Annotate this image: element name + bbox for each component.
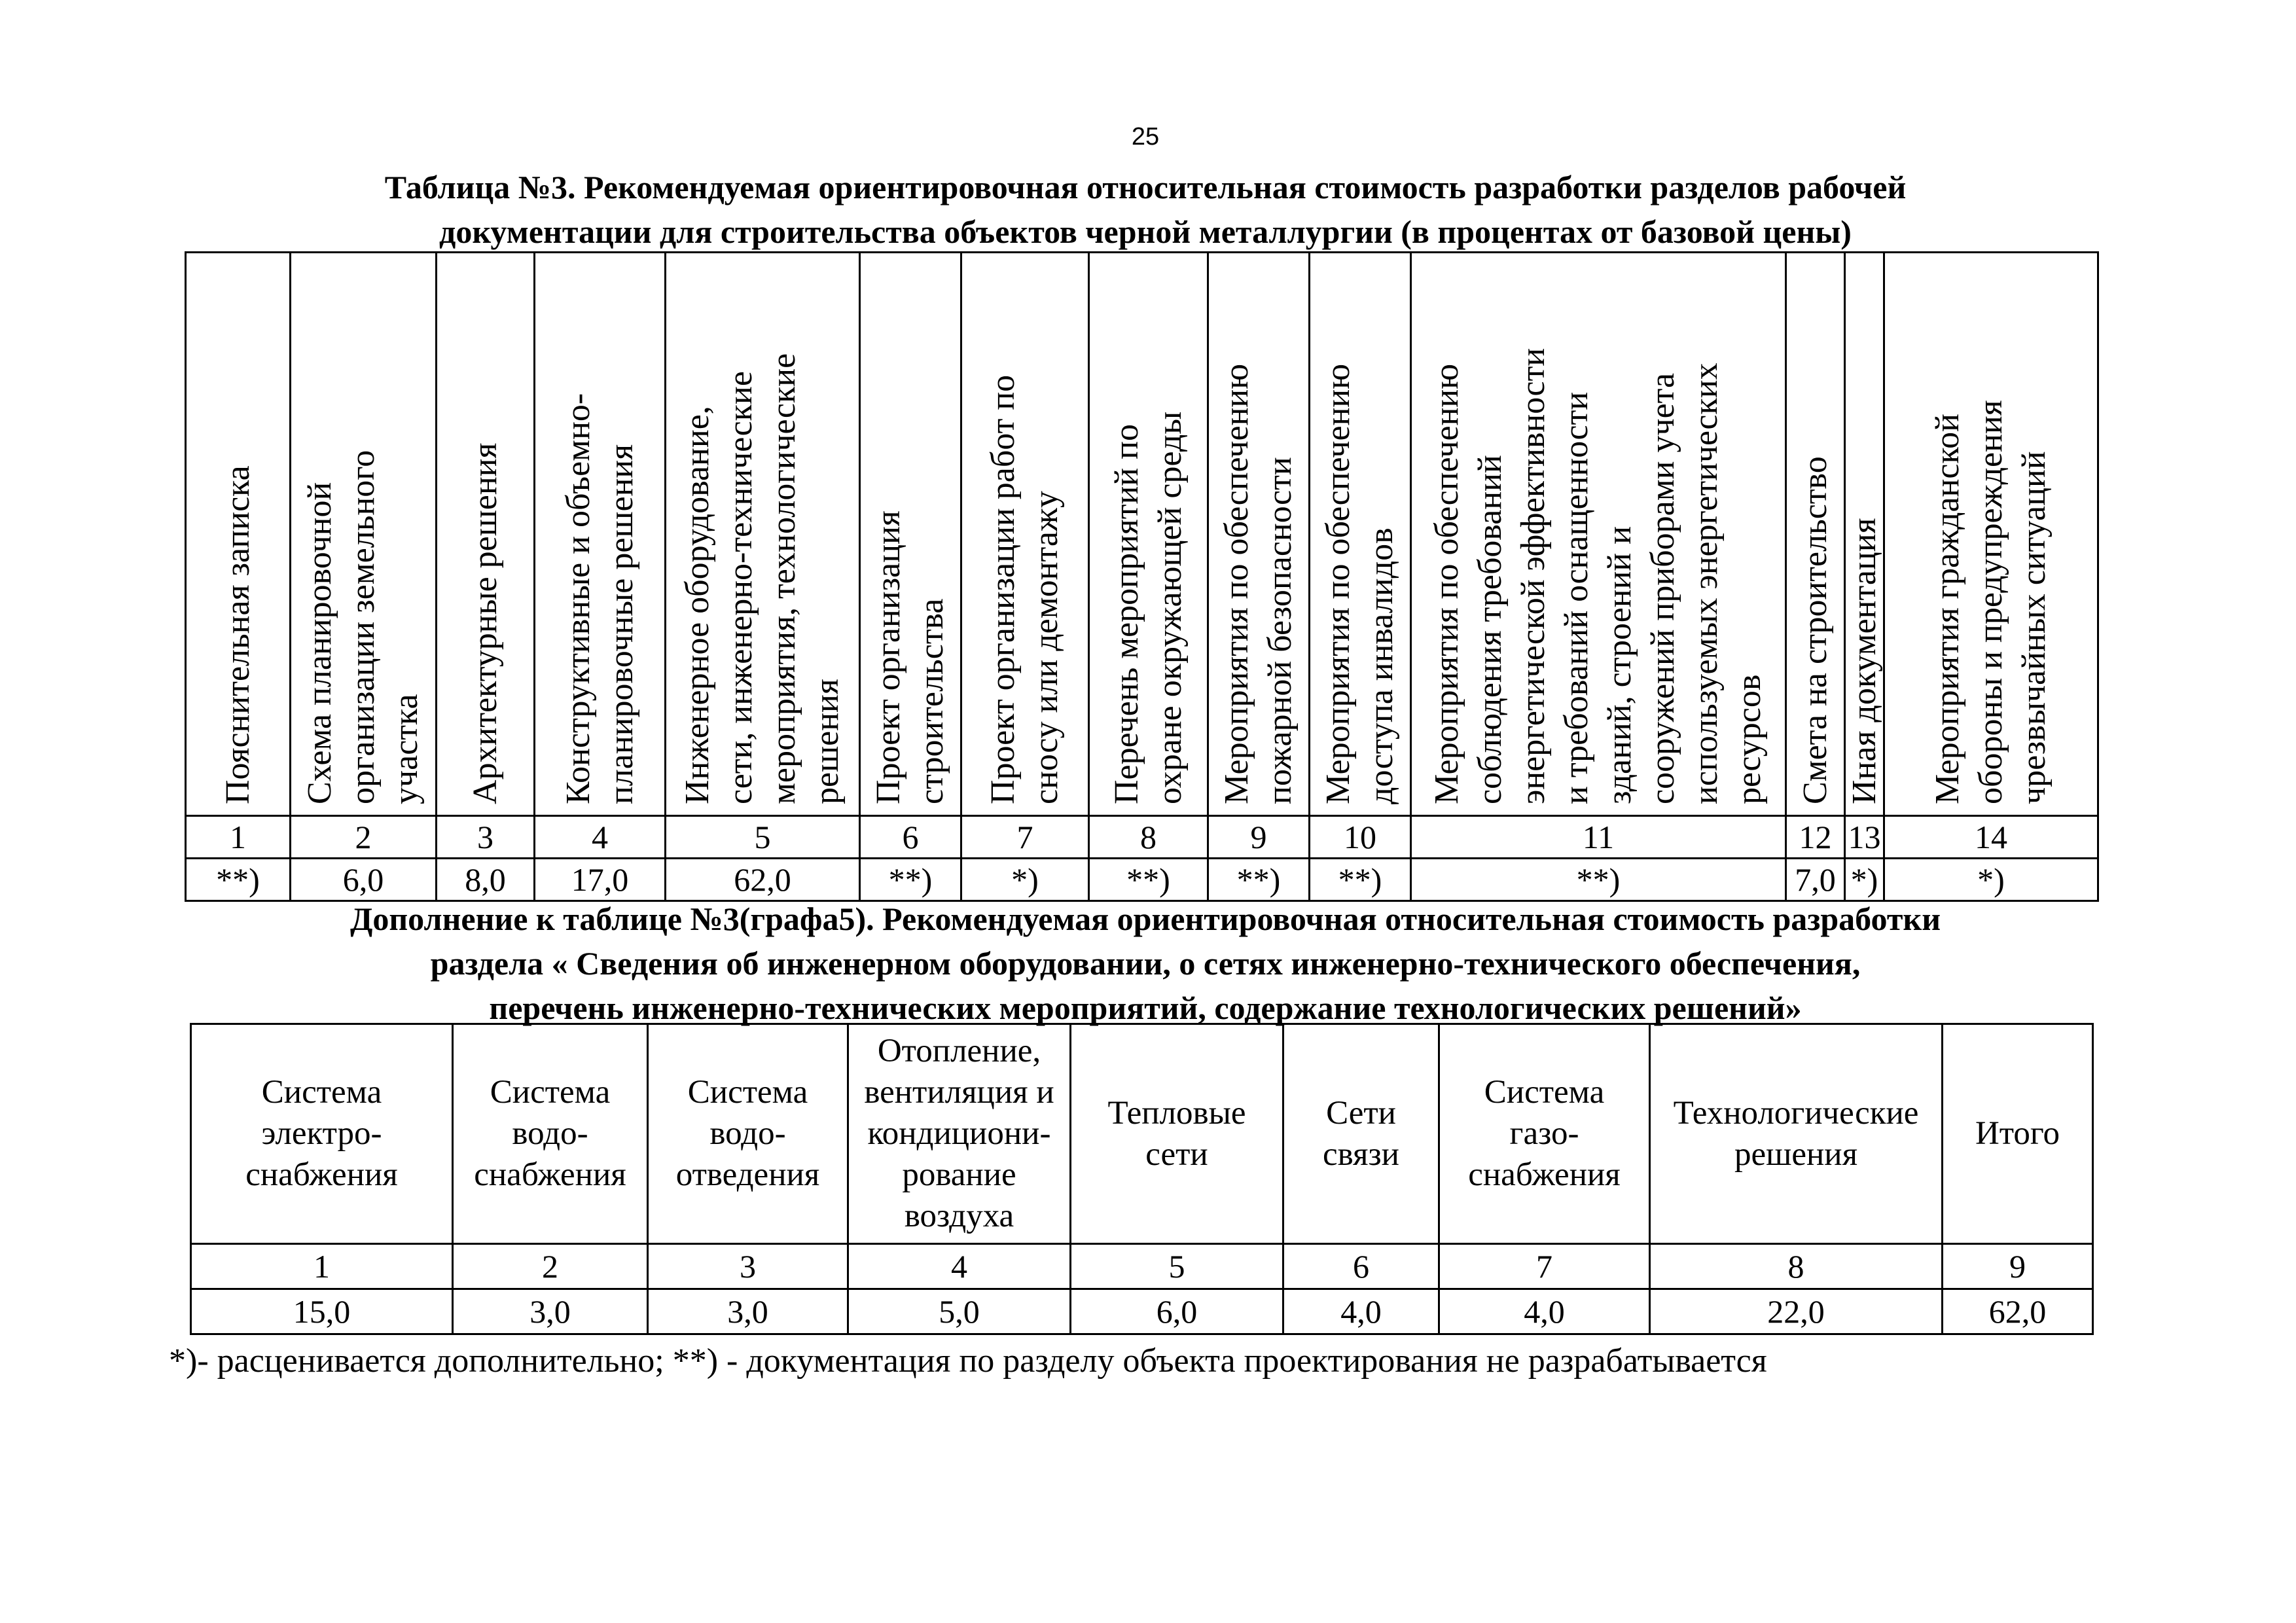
table1-header-line: зданий, строений и	[1601, 526, 1638, 804]
table2-title-line: Дополнение к таблице №3(графа5). Рекомендуемая ориентировочная относительная стоимость разработки	[350, 901, 1941, 937]
table2-number-row	[191, 1244, 2093, 1289]
table1-header-cell	[437, 253, 535, 816]
table2-header-line: связи	[1323, 1135, 1399, 1173]
table2-header-cell	[191, 1024, 453, 1244]
table1-header-cell	[1786, 253, 1845, 816]
table1-value-cell: **)	[1310, 859, 1411, 901]
table1-header-line: Конструктивные и объемно-	[559, 393, 597, 804]
table1-header-cell	[186, 253, 291, 816]
table1-header-line: строительства	[913, 598, 950, 804]
table1-header-cell	[860, 253, 961, 816]
table1-header-line: и требований оснащенности	[1558, 391, 1595, 804]
table2-header-line: электро-	[261, 1115, 382, 1152]
table1-number-cell: 10	[1310, 816, 1411, 859]
table1-title	[164, 165, 2127, 254]
table1-header-line: чрезвычайных ситуаций	[2015, 451, 2053, 804]
table1-value-cell: **)	[860, 859, 961, 901]
table1-header-line: сооружений приборами учета	[1644, 372, 1681, 804]
table1-header-cell	[1208, 253, 1310, 816]
table1-number-cell: 13	[1845, 816, 1884, 859]
table1-value-cell: 17,0	[535, 859, 666, 901]
table1-header-text	[1794, 456, 1837, 804]
table1-value-cell: *)	[1884, 859, 2098, 901]
table1-header-line: планировочные решения	[602, 444, 640, 804]
table1-number-cell: 12	[1786, 816, 1845, 859]
table2-number-cell: 1	[191, 1244, 453, 1289]
table1-header-line: обороны и предупреждения	[1972, 400, 2009, 804]
table2-header-line: отведения	[675, 1156, 820, 1193]
table2-number-cell: 4	[848, 1244, 1071, 1289]
table2-header-line: снабжения	[245, 1156, 398, 1193]
table1-number-cell: 11	[1411, 816, 1786, 859]
table2-header-cell	[1439, 1024, 1650, 1244]
table1-header-text	[1926, 400, 2056, 804]
table1-value-row	[186, 859, 2098, 901]
table1-header-cell	[1845, 253, 1884, 816]
table1-value-cell: *)	[1845, 859, 1884, 901]
table2-header-line: сети	[1145, 1135, 1208, 1173]
table2-number-cell: 8	[1650, 1244, 1943, 1289]
table2-number-cell: 7	[1439, 1244, 1650, 1289]
table2-header-line: кондициони-	[867, 1115, 1051, 1152]
table2-header-cell	[453, 1024, 648, 1244]
table1-header-text	[1317, 364, 1403, 804]
table1-header-text	[1426, 348, 1771, 804]
table1-value-cell: *)	[961, 859, 1089, 901]
table1-number-cell: 4	[535, 816, 666, 859]
table1-header-line: Смета на строительство	[1796, 456, 1834, 804]
table1-header-line: соблюдения требований	[1471, 455, 1509, 804]
table2-value-cell: 62,0	[1943, 1289, 2093, 1334]
table1-header-cell	[1411, 253, 1786, 816]
table1-number-cell: 1	[186, 816, 291, 859]
table1-header-text	[557, 393, 643, 804]
table1-value-cell: 7,0	[1786, 859, 1845, 901]
table1-header-line: сносу или демонтажу	[1028, 491, 1065, 804]
table2-header-line: Система	[1484, 1074, 1605, 1111]
table2-header-line: Технологические	[1673, 1094, 1919, 1132]
table2-header-cell	[1650, 1024, 1943, 1244]
table1-header-line: охране окружающей среды	[1151, 411, 1189, 804]
table2	[190, 1023, 2094, 1335]
table2-header-line: Тепловые	[1107, 1094, 1246, 1132]
table1-header-text	[464, 443, 507, 804]
table1	[185, 251, 2099, 902]
table2-header-cell	[1283, 1024, 1439, 1244]
table2-title-line: раздела « Сведения об инженерном оборудовании, о сетях инженерно-технического обеспечения,	[430, 945, 1861, 982]
table2-title	[164, 897, 2127, 1030]
table2-header-line: вентиляция и	[864, 1074, 1054, 1111]
table1-header-line: мероприятия, технологические	[765, 353, 802, 804]
table2-value-cell: 4,0	[1439, 1289, 1650, 1334]
table2-header-line: решения	[1734, 1135, 1858, 1173]
table1-header-line: доступа инвалидов	[1363, 527, 1400, 804]
table2-header-line: Система	[687, 1074, 808, 1111]
table1-value-cell: **)	[1089, 859, 1208, 901]
table1-value-cell: **)	[186, 859, 291, 901]
table1-header-text	[1105, 412, 1192, 804]
table2-number-cell: 3	[648, 1244, 848, 1289]
table1-header-line: Проект организации работ по	[984, 374, 1022, 804]
table1-header-text	[1846, 518, 1883, 804]
table2-header-line: снабжения	[1468, 1156, 1621, 1193]
table1-title-line: документации для строительства объектов черной металлургии (в процентах от базовой цены)	[439, 213, 1852, 250]
table2-title-line: перечень инженерно-технических мероприятий, содержание технологических решений»	[489, 990, 1802, 1026]
table2-header-line: воздуха	[904, 1198, 1014, 1234]
table2-header-line: Система	[490, 1074, 611, 1111]
table1-header-cell	[1884, 253, 2098, 816]
table1-number-cell: 7	[961, 816, 1089, 859]
table1-number-cell: 14	[1884, 816, 2098, 859]
table2-number-cell: 6	[1283, 1244, 1439, 1289]
table1-header-line: пожарной безопасности	[1261, 457, 1299, 804]
table1-header-line: Проект организация	[870, 510, 907, 804]
table1-header-line: Мероприятия по обеспечению	[1428, 363, 1465, 804]
table1-header-cell	[1310, 253, 1411, 816]
table1-title-line: Таблица №3. Рекомендуемая ориентировочная относительная стоимость разработки разделов рабочей	[384, 169, 1907, 205]
table2-header-cell	[648, 1024, 848, 1244]
table2-header-line: снабжения	[474, 1156, 626, 1193]
table2-header-row	[191, 1024, 2093, 1244]
table1-value-cell: **)	[1411, 859, 1786, 901]
table2-value-cell: 6,0	[1071, 1289, 1283, 1334]
table2-header-line: водо-	[709, 1115, 786, 1152]
table1-number-cell: 2	[291, 816, 437, 859]
table1-header-line: Схема планировочной	[301, 482, 338, 804]
table1-header-line: Мероприятия по обеспечению	[1319, 363, 1357, 804]
table2-header-line: Отопление,	[877, 1033, 1041, 1069]
table1-header-line: решения	[808, 679, 846, 804]
table1-header-text	[1215, 364, 1302, 804]
table1-number-cell: 6	[860, 816, 961, 859]
page-number: 25	[1131, 123, 1160, 151]
table1-header-cell	[666, 253, 860, 816]
table1-header-line: организации земельного	[344, 450, 382, 804]
table1-header-line: Иная документация	[1846, 518, 1883, 804]
table2-value-cell: 5,0	[848, 1289, 1071, 1334]
table1-header-line: Перечень мероприятий по	[1107, 424, 1145, 804]
table2-header-line: Итого	[1975, 1115, 2060, 1152]
table2-header-line: водо-	[512, 1115, 588, 1152]
table1-header-text	[867, 510, 954, 804]
table1-number-row	[186, 816, 2098, 859]
table2-value-cell: 22,0	[1650, 1289, 1943, 1334]
table2-header-line: газо-	[1509, 1115, 1579, 1152]
table2-value-cell: 3,0	[648, 1289, 848, 1334]
table2-header-line: Система	[261, 1074, 382, 1111]
table1-header-line: ресурсов	[1731, 674, 1768, 804]
table2-value-row	[191, 1289, 2093, 1334]
table1-header-text	[676, 353, 849, 804]
footnote: *)- расценивается дополнительно; **) - документация по разделу объекта проектирования не разрабатывается	[169, 1342, 1767, 1380]
table2-header-cell	[1071, 1024, 1283, 1244]
table1-header-line: энергетической эффективности	[1515, 348, 1552, 804]
table1-number-cell: 3	[437, 816, 535, 859]
table2-header-cell	[848, 1024, 1071, 1244]
table1-header-text	[982, 375, 1068, 804]
table2-number-cell: 5	[1071, 1244, 1283, 1289]
table2-header-cell	[1943, 1024, 2093, 1244]
table1-header-line: используемых энергетических	[1687, 363, 1725, 804]
table1-header-line: Архитектурные решения	[466, 442, 504, 804]
table1-value-cell: 6,0	[291, 859, 437, 901]
table1-header-row	[186, 253, 2098, 816]
table2-header-line: Сети	[1326, 1094, 1396, 1132]
table1-value-cell: **)	[1208, 859, 1310, 901]
table2-value-cell: 3,0	[453, 1289, 648, 1334]
table1-header-text	[298, 450, 428, 804]
table1-header-cell	[535, 253, 666, 816]
table1-header-line: Мероприятия по обеспечению	[1218, 363, 1255, 804]
table1-header-line: Пояснительная записка	[219, 465, 257, 804]
table1-header-cell	[961, 253, 1089, 816]
table1-number-cell: 9	[1208, 816, 1310, 859]
table2-number-cell: 2	[453, 1244, 648, 1289]
table1-number-cell: 5	[666, 816, 860, 859]
table1-header-line: Инженерное оборудование,	[679, 406, 716, 804]
table1-header-cell	[1089, 253, 1208, 816]
table1-header-cell	[291, 253, 437, 816]
table1-header-line: Мероприятия гражданской	[1929, 414, 1966, 804]
table1-value-cell: 8,0	[437, 859, 535, 901]
table1-header-line: сети, инженерно-технические	[722, 371, 759, 804]
table2-header-line: рование	[902, 1156, 1016, 1193]
table2-number-cell: 9	[1943, 1244, 2093, 1289]
table1-header-line: участка	[387, 694, 425, 804]
table2-value-cell: 4,0	[1283, 1289, 1439, 1334]
table2-value-cell: 15,0	[191, 1289, 453, 1334]
table1-header-text	[217, 465, 260, 804]
table1-value-cell: 62,0	[666, 859, 860, 901]
table1-number-cell: 8	[1089, 816, 1208, 859]
